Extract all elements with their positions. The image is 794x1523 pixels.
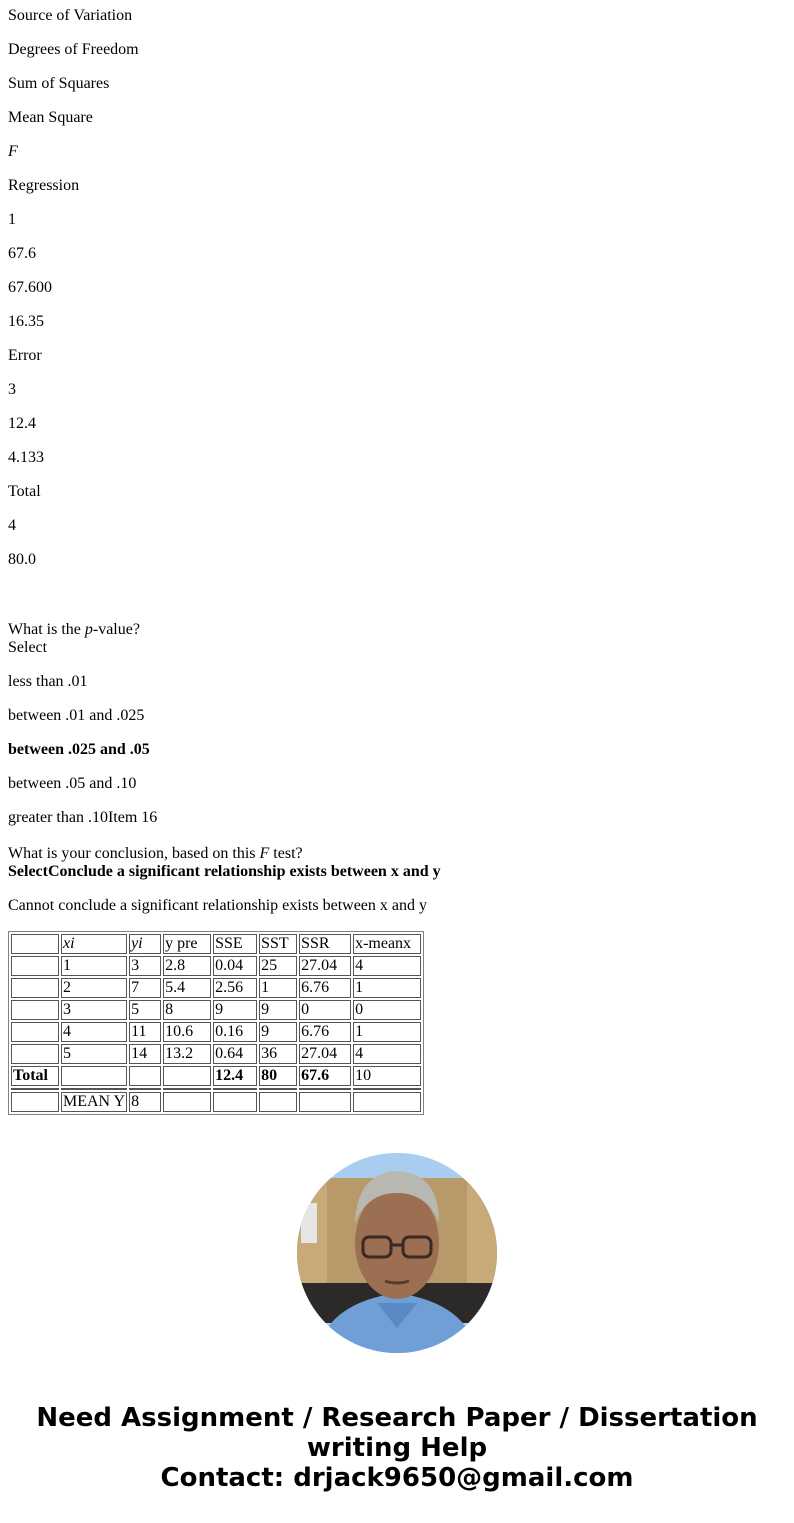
separator-cell: [353, 1088, 421, 1090]
table-cell: 9: [259, 1000, 297, 1020]
table-cell: [353, 1092, 421, 1112]
table-header-ypre: y pre: [163, 934, 211, 954]
table-cell: 9: [259, 1022, 297, 1042]
pvalue-option-3-selected[interactable]: between .025 and .05: [8, 741, 150, 758]
table-cell: 4: [353, 1044, 421, 1064]
table-cell: 5: [61, 1044, 127, 1064]
table-cell: 4: [61, 1022, 127, 1042]
calculation-table: [8, 931, 424, 1115]
author-avatar: [297, 1153, 497, 1353]
mean-y-label: MEAN Y: [63, 1093, 126, 1110]
pvalue-select-label[interactable]: Select: [8, 639, 48, 656]
separator-cell: [61, 1088, 127, 1090]
total-xmeanx: 10: [353, 1066, 421, 1086]
pvalue-option-4[interactable]: between .05 and .10: [8, 775, 137, 792]
table-cell: [259, 1092, 297, 1112]
total-label: Total: [11, 1066, 59, 1086]
anova-header-ss: Sum of Squares: [8, 75, 110, 92]
table-cell: [129, 1066, 161, 1086]
table-row: [11, 1000, 421, 1020]
table-cell: 36: [259, 1044, 297, 1064]
table-cell: 0: [299, 1000, 351, 1020]
separator-cell: [163, 1088, 211, 1090]
table-cell: 0.16: [213, 1022, 257, 1042]
table-cell: [163, 1066, 211, 1086]
question-conclusion: What is your conclusion, based on this F test?: [8, 845, 303, 862]
table-mean-row: [11, 1092, 421, 1112]
table-separator-row: [11, 1088, 421, 1090]
anova-regression-ss: 67.6: [8, 245, 36, 262]
table-cell: [163, 1092, 211, 1112]
table-header-xmeanx: x-meanx: [353, 934, 421, 954]
anova-error-df: 3: [8, 381, 16, 398]
table-cell: 5.4: [163, 978, 211, 998]
anova-regression-ms: 67.600: [8, 279, 52, 296]
table-cell: 9: [213, 1000, 257, 1020]
total-sst: 80: [259, 1066, 297, 1086]
footer-line-2: writing Help: [306, 1433, 488, 1463]
table-cell: 1: [259, 978, 297, 998]
table-cell: 0.04: [213, 956, 257, 976]
separator-cell: [11, 1088, 59, 1090]
table-cell: 27.04: [299, 1044, 351, 1064]
table-row: [11, 978, 421, 998]
table-cell: [11, 978, 59, 998]
table-cell: 13.2: [163, 1044, 211, 1064]
table-header-cell: [11, 934, 59, 954]
table-cell: 3: [61, 1000, 127, 1020]
table-header-yi: yi: [129, 934, 161, 954]
table-cell: 8: [163, 1000, 211, 1020]
table-cell: 6.76: [299, 978, 351, 998]
footer-contact-email[interactable]: Contact: drjack9650@gmail.com: [160, 1463, 634, 1493]
table-cell: 11: [129, 1022, 161, 1042]
separator-cell: [259, 1088, 297, 1090]
table-header-ssr: SSR: [299, 934, 351, 954]
pvalue-option-2[interactable]: between .01 and .025: [8, 707, 145, 724]
table-cell: 0: [353, 1000, 421, 1020]
table-header-sse: SSE: [213, 934, 257, 954]
table-cell: [299, 1092, 351, 1112]
question-pvalue: What is the p-value?: [8, 621, 140, 638]
table-cell: 2.56: [213, 978, 257, 998]
anova-error-source: Error: [8, 347, 42, 364]
person-photo-icon: [297, 1153, 497, 1353]
table-row: [11, 1044, 421, 1064]
table-cell: 10.6: [163, 1022, 211, 1042]
mean-y-value: 8: [129, 1092, 161, 1112]
pvalue-option-5[interactable]: greater than .10Item 16: [8, 809, 158, 826]
total-ssr: 67.6: [299, 1066, 351, 1086]
table-cell: 25: [259, 956, 297, 976]
table-cell: 14: [129, 1044, 161, 1064]
footer-line-1: Need Assignment / Research Paper / Dissertation: [36, 1403, 758, 1433]
item-label: Item 16: [107, 809, 158, 826]
table-cell: 27.04: [299, 956, 351, 976]
conclusion-option-2[interactable]: Cannot conclude a significant relationship exists between x and y: [8, 897, 427, 914]
table-cell: 3: [129, 956, 161, 976]
anova-regression-f: 16.35: [8, 313, 44, 330]
table-cell: 2: [61, 978, 127, 998]
table-cell: 5: [129, 1000, 161, 1020]
table-row: [11, 956, 421, 976]
table-cell: 1: [353, 978, 421, 998]
table-cell: 2.8: [163, 956, 211, 976]
table-cell: 1: [61, 956, 127, 976]
table-row: [11, 1022, 421, 1042]
table-cell: 4: [353, 956, 421, 976]
total-sse: 12.4: [213, 1066, 257, 1086]
anova-total-df: 4: [8, 517, 16, 534]
table-cell: [11, 956, 59, 976]
table-cell: [213, 1092, 257, 1112]
table-cell: [11, 1044, 59, 1064]
anova-error-ms: 4.133: [8, 449, 44, 466]
table-cell: 1: [353, 1022, 421, 1042]
anova-header-source: Source of Variation: [8, 7, 133, 24]
anova-regression-df: 1: [8, 211, 16, 228]
table-header-sst: SST: [259, 934, 297, 954]
anova-header-df: Degrees of Freedom: [8, 41, 139, 58]
table-cell: [11, 1092, 59, 1112]
table-cell: 6.76: [299, 1022, 351, 1042]
anova-header-f: F: [8, 143, 18, 160]
table-total-row: [11, 1066, 421, 1086]
table-cell: [11, 1000, 59, 1020]
table-header-row: [11, 934, 421, 954]
separator-cell: [299, 1088, 351, 1090]
anova-total-source: Total: [8, 483, 41, 500]
table-cell: 0.64: [213, 1044, 257, 1064]
separator-cell: [129, 1088, 161, 1090]
anova-total-ss: 80.0: [8, 551, 36, 568]
conclusion-option-1-selected[interactable]: SelectConclude a significant relationship exists between x and y: [8, 863, 441, 880]
pvalue-option-1[interactable]: less than .01: [8, 673, 88, 690]
anova-header-ms: Mean Square: [8, 109, 93, 126]
anova-regression-source: Regression: [8, 177, 80, 194]
separator-cell: [213, 1088, 257, 1090]
footer-contact-banner: [0, 1403, 794, 1493]
conclusion-select-label[interactable]: Select: [8, 863, 48, 880]
anova-error-ss: 12.4: [8, 415, 36, 432]
table-cell: [61, 1066, 127, 1086]
table-header-xi: xi: [61, 934, 127, 954]
table-cell: 7: [129, 978, 161, 998]
table-cell: [11, 1022, 59, 1042]
